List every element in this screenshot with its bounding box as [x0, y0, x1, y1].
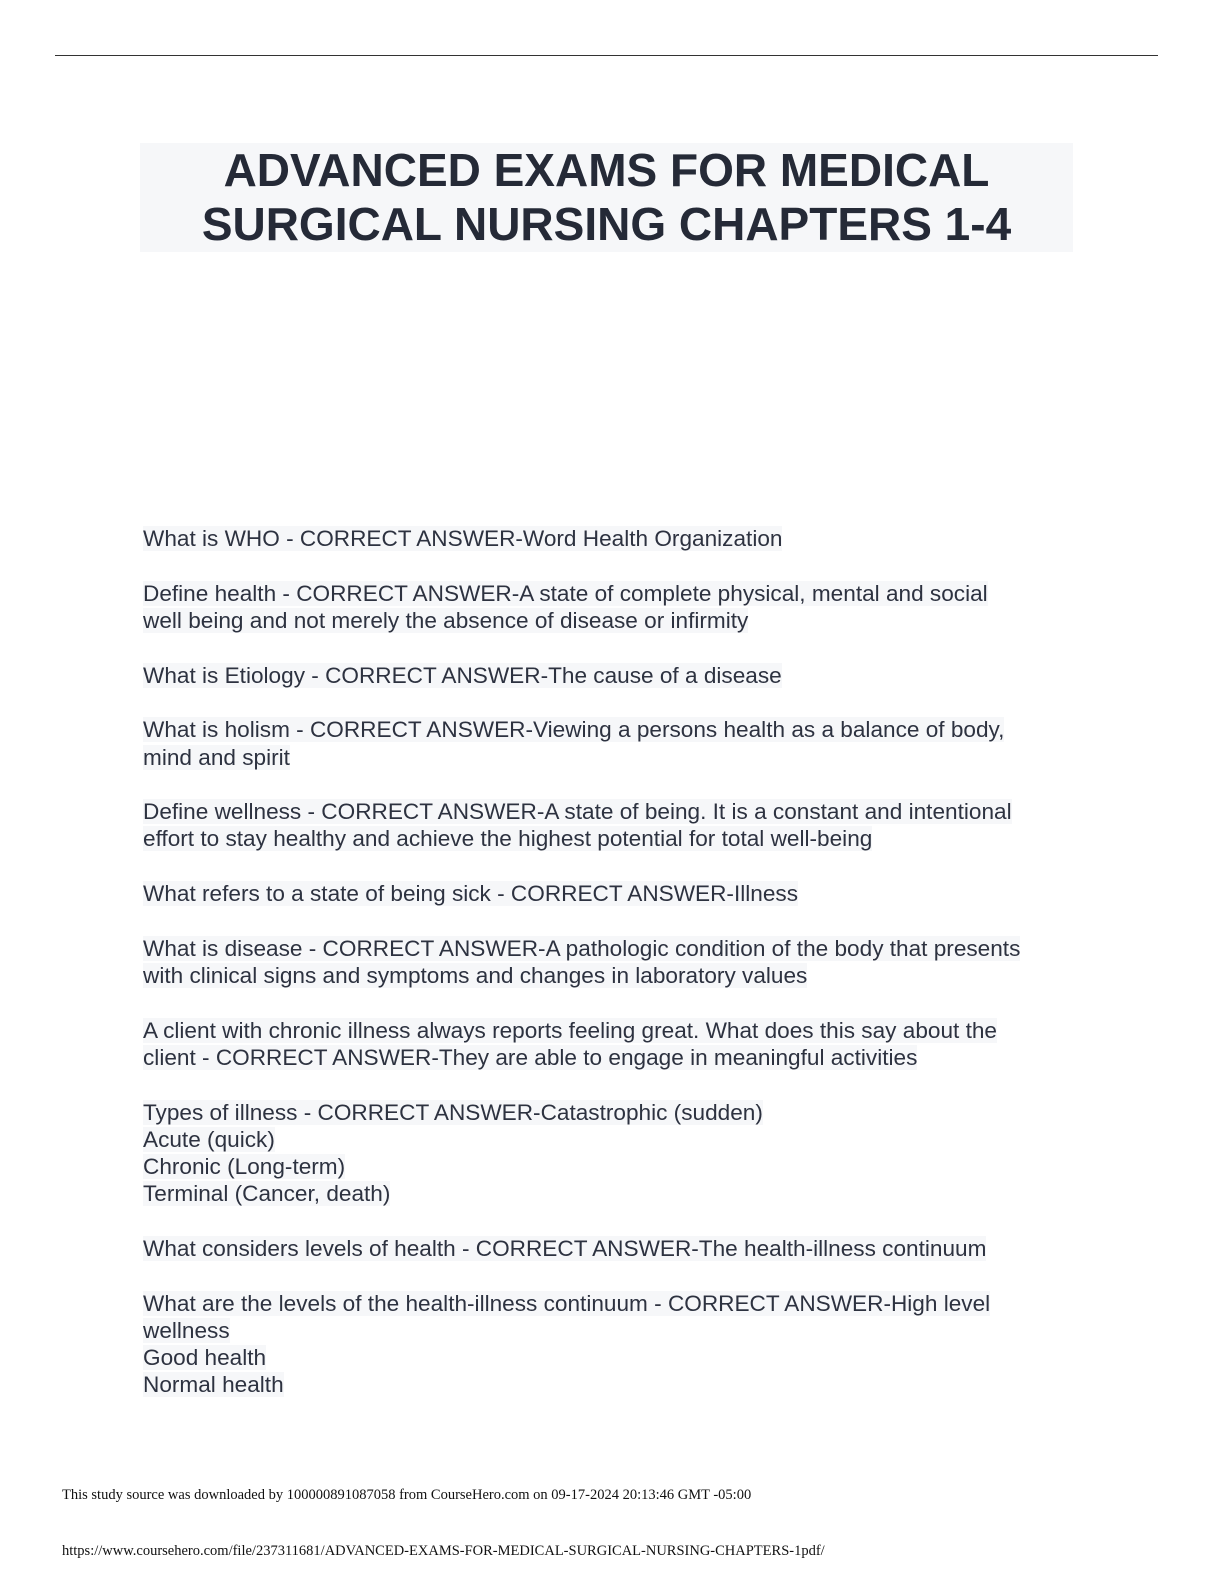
qa-line: well being and not merely the absence of disease or infirmity: [143, 607, 749, 633]
qa-line: What is holism - CORRECT ANSWER-Viewing a persons health as a balance of body,: [143, 717, 1005, 743]
title-line: SURGICAL NURSING CHAPTERS 1-4: [201, 198, 1012, 250]
qa-line: What is Etiology - CORRECT ANSWER-The cause of a disease: [143, 662, 782, 688]
qa-line: with clinical signs and symptoms and changes in laboratory values: [143, 963, 808, 989]
qa-line: Terminal (Cancer, death): [143, 1181, 391, 1207]
qa-line: Chronic (Long-term): [143, 1154, 346, 1180]
qa-line: wellness: [143, 1317, 230, 1343]
qa-item: [143, 1235, 1083, 1262]
qa-line: Types of illness - CORRECT ANSWER-Catastrophic (sudden): [143, 1099, 763, 1125]
qa-line: Define wellness - CORRECT ANSWER-A state of being. It is a constant and intentional: [143, 799, 1012, 825]
top-divider: [55, 55, 1158, 56]
qa-item: [143, 716, 1083, 770]
qa-line: A client with chronic illness always reports feeling great. What does this say about the: [143, 1017, 997, 1043]
qa-line: What is disease - CORRECT ANSWER-A pathologic condition of the body that presents: [143, 935, 1021, 961]
qa-line: Acute (quick): [143, 1126, 275, 1152]
qa-line: What are the levels of the health-illness continuum - CORRECT ANSWER-High level: [143, 1290, 991, 1316]
qa-item: [143, 1290, 1083, 1399]
qa-line: What refers to a state of being sick - CORRECT ANSWER-Illness: [143, 881, 798, 907]
qa-list: [143, 525, 1083, 1426]
document-title: [140, 143, 1073, 252]
qa-line: client - CORRECT ANSWER-They are able to engage in meaningful activities: [143, 1044, 918, 1070]
download-notice: This study source was downloaded by 100000891087058 from CourseHero.com on 09-17-2024 20:13:46 GMT -05:00: [62, 1487, 752, 1503]
title-line: ADVANCED EXAMS FOR MEDICAL: [223, 144, 990, 196]
qa-item: [143, 1099, 1083, 1208]
qa-item: [143, 798, 1083, 852]
qa-line: Define health - CORRECT ANSWER-A state of complete physical, mental and social: [143, 580, 988, 606]
source-url[interactable]: https://www.coursehero.com/file/237311681/ADVANCED-EXAMS-FOR-MEDICAL-SURGICAL-NURSING-CHAPTERS-1pdf/: [62, 1543, 825, 1559]
qa-item: [143, 880, 1083, 907]
qa-item: [143, 662, 1083, 689]
qa-line: What is WHO - CORRECT ANSWER-Word Health Organization: [143, 526, 783, 551]
qa-item: [143, 580, 1083, 634]
qa-line: effort to stay healthy and achieve the highest potential for total well-being: [143, 826, 873, 852]
qa-line: mind and spirit: [143, 744, 290, 770]
qa-item: [143, 935, 1083, 989]
qa-item: [143, 525, 1083, 552]
qa-item: [143, 1017, 1083, 1071]
qa-line: Good health: [143, 1345, 267, 1371]
qa-line: Normal health: [143, 1372, 284, 1398]
qa-line: What considers levels of health - CORRECT ANSWER-The health-illness continuum: [143, 1235, 987, 1261]
